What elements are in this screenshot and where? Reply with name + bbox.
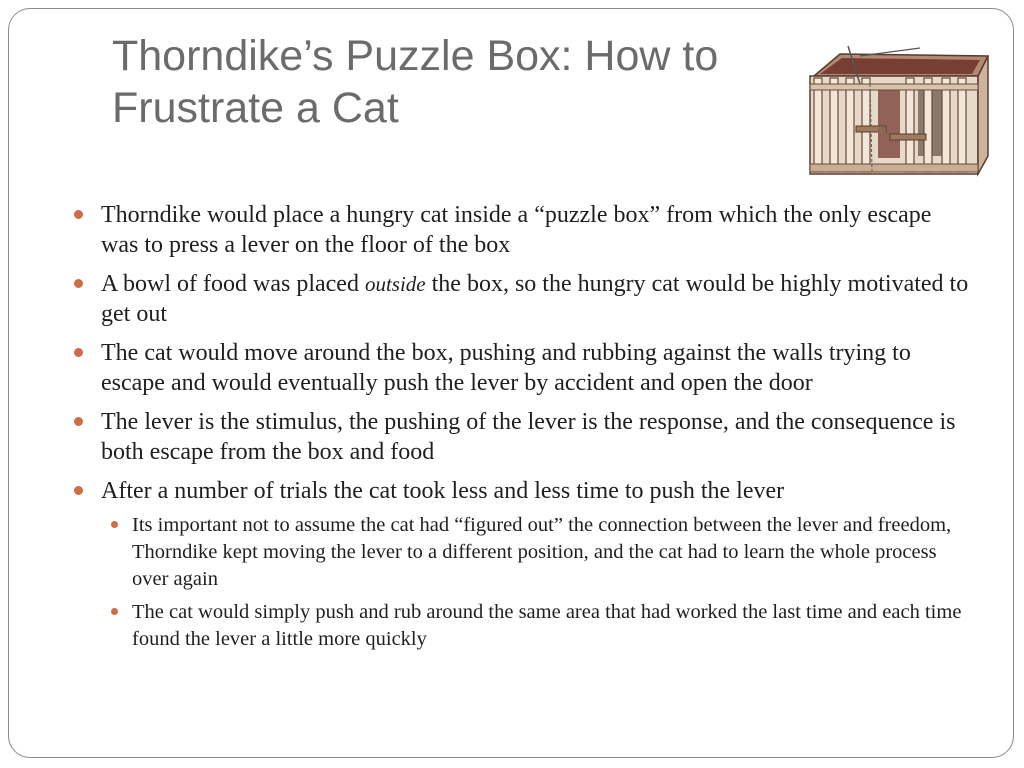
slide-title [112, 30, 802, 134]
bullet-text: Thorndike would place a hungry cat inside a “puzzle box” from which the only escape was to press a lever on the floor of the box [101, 202, 932, 258]
bullet-item [74, 269, 974, 329]
sub-bullet-text: The cat would simply push and rub around the same area that had worked the last time and each time found the lever a little more quickly [132, 601, 962, 650]
bullet-item [74, 338, 974, 398]
bullet-text: After a number of trials the cat took less and less time to push the lever [101, 478, 785, 504]
bullet-dot-icon [74, 348, 83, 357]
sub-bullet-item [101, 599, 974, 653]
sub-bullet-dot-icon [111, 608, 118, 615]
bullet-text-post: the box, so the hungry cat would be highly motivated to get out [101, 271, 969, 327]
bullet-text: The cat would move around the box, pushing and rubbing against the walls trying to escape and would eventually push the lever by accident and open the door [101, 340, 911, 396]
bullet-dot-icon [74, 210, 83, 219]
sub-bullet-text: Its important not to assume the cat had “figured out” the connection between the lever and freedom, Thorndike kept moving the lever to a different position, and the cat had to learn the whole process over again [132, 514, 952, 590]
bullet-text-pre: A bowl of food was placed [101, 271, 365, 297]
puzzle-box-illustration [800, 44, 992, 184]
bullet-dot-icon [74, 279, 83, 288]
title-line-2: Frustrate a Cat [112, 84, 399, 132]
title-line-1: Thorndike’s Puzzle Box: How to [112, 32, 719, 80]
bullet-item [74, 200, 974, 260]
bullet-dot-icon [74, 486, 83, 495]
sub-bullet-dot-icon [111, 521, 118, 528]
bullet-list [74, 200, 974, 653]
bullet-item [74, 407, 974, 467]
bullet-item [74, 476, 974, 653]
bullet-text-emphasis: outside [364, 272, 426, 296]
bullet-dot-icon [74, 417, 83, 426]
sub-bullet-list [101, 512, 974, 653]
slide-content [74, 200, 974, 662]
sub-bullet-item [101, 512, 974, 593]
bullet-text: The lever is the stimulus, the pushing of the lever is the response, and the consequence is both escape from the box and food [101, 409, 956, 465]
